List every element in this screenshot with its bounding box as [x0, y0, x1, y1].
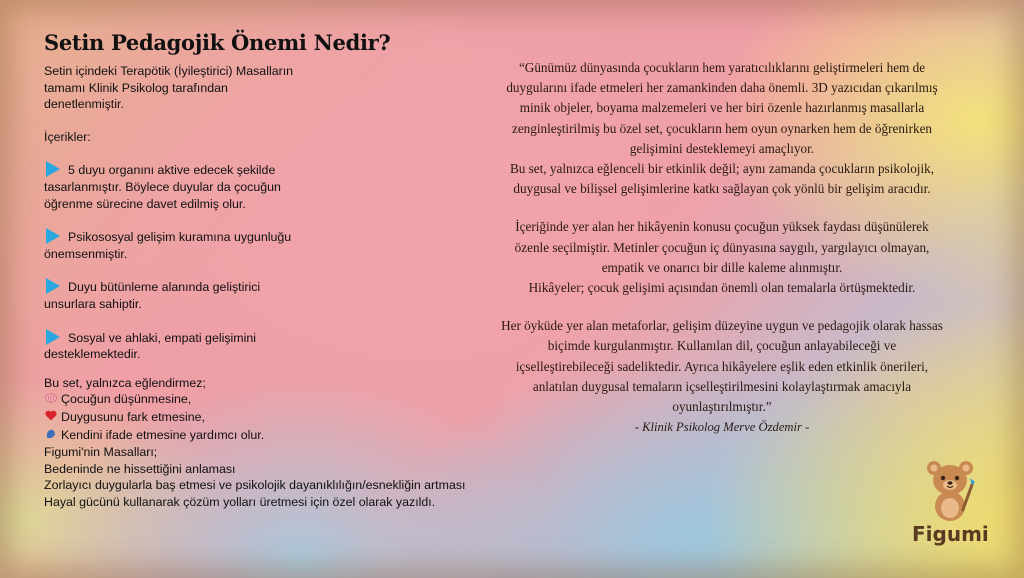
play-arrow-icon: [46, 228, 60, 244]
play-arrow-icon: [46, 161, 60, 177]
brain-icon: [44, 392, 57, 409]
quote-line: biçimde kurgulanmıştır. Kullanılan dil, çocuğun anlayabileceği ve: [547, 338, 897, 354]
quote-line: duygusal ve bilişsel gelişimlerine katkı sağlayan çok yönlü bir gelişim aracıdır.: [513, 181, 931, 197]
bullet-4: Sosyal ve ahlaki, empati gelişimini: [44, 329, 544, 347]
purpose-item: Çocuğun düşünmesine,: [44, 391, 544, 409]
quote-line: özenle seçilmiştir. Metinler çocuğun iç dünyasına saygılı, yargılayıcı olmayan,: [514, 239, 930, 255]
quote-line: empatik ve onarıcı bir dille kaleme alınmıştır.: [601, 259, 843, 275]
masallar-label: Figumi'nin Masalları;: [44, 445, 158, 460]
purpose-item: Duygusunu fark etmesine,: [44, 409, 544, 427]
bullet-1: 5 duyu organını aktive edecek şekilde: [44, 161, 544, 179]
play-arrow-icon: [46, 329, 60, 345]
bullet-1-line: öğrenme sürecine davet edilmiş olur.: [44, 196, 246, 211]
masallar-item: Hayal gücünü kullanarak çözüm yolları üretmesi için özel olarak yazıldı.: [44, 494, 436, 509]
figumi-logo: [912, 456, 988, 552]
intro-line: denetlenmiştir.: [44, 97, 124, 112]
quote-line: gelişimini desteklemeyi amaçlıyor.: [629, 140, 815, 156]
quote-line: Her öyküde yer alan metaforlar, gelişim düzeyine uygun ve pedagojik olarak hassas: [501, 318, 943, 334]
purpose-intro: Bu set, yalnızca eğlendirmez;: [44, 375, 206, 390]
bullet-3-line: unsurlara sahiptir.: [44, 296, 142, 311]
masallar-item: Bedeninde ne hissettiğini anlaması: [44, 461, 236, 476]
bullet-4-line: desteklemektedir.: [44, 347, 141, 362]
quote-line: duygularını ifade etmeleri her zamankinden daha önemli. 3D yazıcıdan çıkarılmış: [506, 80, 938, 96]
intro-line: tamamı Klinik Psikolog tarafından: [44, 80, 228, 95]
signature: - Klinik Psikolog Merve Özdemir -: [634, 420, 810, 435]
masallar-item: Zorlayıcı duygularla baş etmesi ve psikolojik dayanıklılığın/esnekliğin artması: [44, 478, 466, 493]
logo-text: Figumi: [912, 522, 989, 546]
intro-line: Setin içindeki Terapötik (İyileştirici) Masalların: [44, 64, 294, 78]
bullet-2: Psikososyal gelişim kuramına uygunluğu: [44, 228, 544, 246]
page-title: Setin Pedagojik Önemi Nedir?: [44, 30, 391, 55]
play-arrow-icon: [46, 278, 60, 294]
quote-line: içselleştirebileceği sadeliktedir. Ayrıca hikâyelere eşlik eden etkinlik önerileri,: [515, 358, 929, 374]
bullet-1-line: tasarlanmıştır. Böylece duyular da çocuğun: [44, 179, 281, 194]
quote-line: Hikâyeler; çocuk gelişimi açısından önemli olan temalarla örtüşmektedir.: [528, 280, 916, 296]
quote-line: zenginleştirilmiş bu özel set, çocukların hem oyun oynarken hem de öğrenirken: [511, 120, 933, 136]
teddy-bear-icon: [920, 458, 980, 524]
speaking-head-icon: [44, 428, 57, 445]
quote-line: minik objeler, boyama malzemeleri ve her biri özenle hazırlanmış masallarla: [519, 100, 925, 116]
quote-line: oyunlaştırılmıştır.”: [672, 399, 772, 415]
quote-line: Bu set, yalnızca eğlenceli bir etkinlik değil; aynı zamanda çocukların psikolojik,: [509, 161, 935, 177]
quote-column: [466, 58, 978, 437]
contents-label: İçerikler:: [44, 129, 91, 144]
quote-line: anlatılan duygusal temaların içselleştirilmesini kolaylaştırmak amacıyla: [532, 378, 912, 394]
quote-line: “Günümüz dünyasında çocukların hem yaratıcılıklarını geliştirmeleri hem de: [518, 60, 926, 75]
bullet-3: Duyu bütünleme alanında geliştirici: [44, 278, 544, 296]
quote-line: İçeriğinde yer alan her hikâyenin konusu çocuğun yüksek faydası düşünülerek: [515, 219, 929, 235]
bullet-2-line: önemsenmiştir.: [44, 246, 128, 261]
heart-icon: [44, 410, 57, 427]
purpose-item: Kendini ifade etmesine yardımcı olur.: [44, 427, 544, 445]
